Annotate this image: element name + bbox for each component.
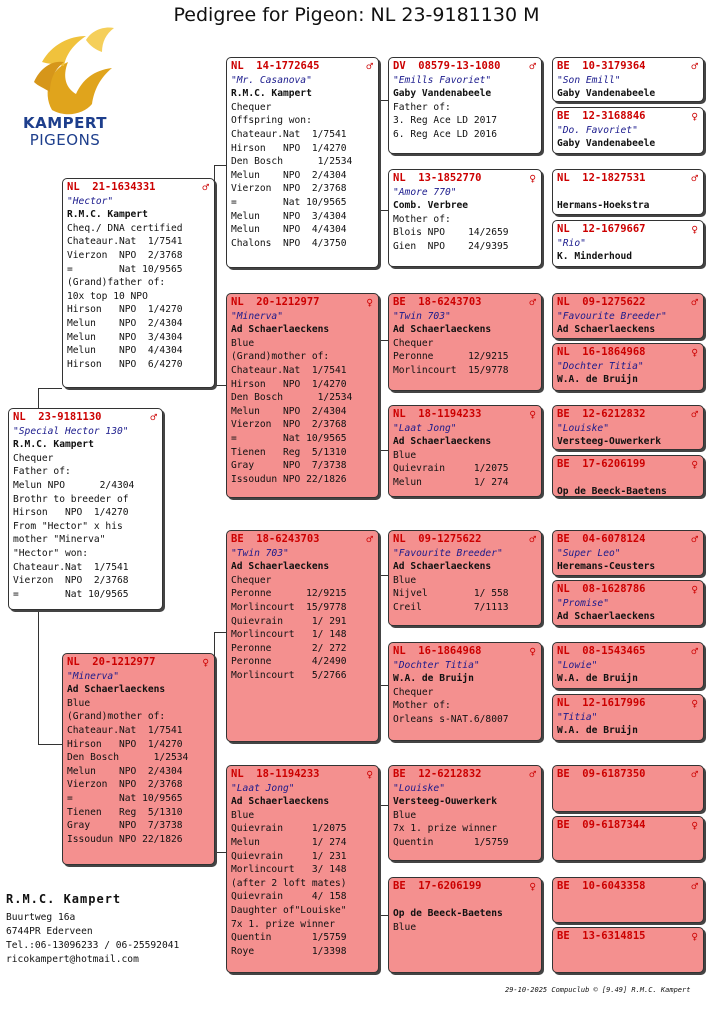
pigeon-name: "Amore 770" — [393, 186, 457, 198]
sss-card[interactable] — [388, 57, 542, 154]
pigeon-name: "Lowie" — [557, 659, 598, 671]
logo-wordmark: KAMPERT — [22, 114, 107, 132]
male-symbol-icon: ♂ — [150, 411, 157, 424]
owner-name: W.A. de Bruijn — [393, 673, 474, 685]
info-line: Melun NPO 2/4304 — [231, 169, 347, 181]
ring-number: BE 18-6243703 — [393, 296, 482, 308]
info-line: Brothr to breeder of — [13, 493, 129, 505]
owner-name: Comb. Verbree — [393, 200, 469, 212]
owner-name: Versteeg-Ouwerkerk — [393, 796, 497, 808]
info-line: mother "Minerva" — [13, 534, 106, 546]
info-line: Vierzon NPO 2/3768 — [231, 419, 347, 431]
owner-name: W.A. de Bruijn — [557, 673, 638, 685]
owner-name: R.M.C. Kampert — [13, 439, 94, 451]
gen4-card[interactable] — [552, 580, 704, 626]
male-symbol-icon: ♂ — [691, 533, 698, 546]
ring-number: NL 12-1679667 — [557, 223, 646, 235]
info-line: Blue — [231, 809, 255, 821]
owner-name: Hermans-Hoekstra — [557, 200, 650, 212]
owner-name: Gaby Vandenabeele — [393, 88, 492, 100]
connector — [38, 744, 62, 745]
owner-name: W.A. de Bruijn — [557, 374, 638, 386]
pigeon-name: "Do. Favoriet" — [557, 124, 638, 136]
ring-number: NL 18-1194233 — [393, 408, 482, 420]
gen4-card[interactable] — [552, 877, 704, 923]
info-line: Chequer — [13, 452, 54, 464]
dam-sire-card[interactable] — [226, 530, 379, 742]
male-symbol-icon: ♂ — [202, 181, 209, 194]
breeder-email[interactable]: ricokampert@hotmail.com — [6, 954, 139, 965]
gen4-card[interactable] — [552, 107, 704, 154]
gen4-card[interactable] — [552, 343, 704, 391]
info-line: Peronne 2/ 272 — [231, 642, 347, 654]
female-symbol-icon: ♀ — [202, 656, 209, 669]
info-line: = Nat 10/9565 — [13, 588, 129, 600]
info-line: Chequer — [231, 101, 272, 113]
sire-dam-card[interactable] — [226, 293, 379, 498]
info-line: Melun 1/ 274 — [393, 476, 509, 488]
gen4-card[interactable] — [552, 220, 704, 267]
male-symbol-icon: ♂ — [366, 60, 373, 73]
gen4-card[interactable] — [552, 293, 704, 339]
spacer — [393, 894, 537, 908]
sds-card[interactable] — [388, 293, 542, 391]
owner-name: R.M.C. Kampert — [231, 88, 312, 100]
ring-number: NL 12-1617996 — [557, 697, 646, 709]
connector — [378, 805, 388, 806]
info-line: Quievrain 1/2075 — [231, 823, 347, 835]
info-line: Vierzon NPO 2/3768 — [13, 575, 129, 587]
owner-name: Heremans-Ceusters — [557, 561, 656, 573]
info-line: Quentin 1/5759 — [393, 836, 509, 848]
male-symbol-icon: ♂ — [529, 768, 536, 781]
pigeon-name: "Twin 703" — [231, 547, 289, 559]
info-line: Creil 7/1113 — [393, 601, 509, 613]
connector — [38, 388, 39, 408]
info-line: Gray NPO 7/3738 — [67, 820, 183, 832]
info-line: Mother of: — [393, 700, 451, 712]
male-symbol-icon: ♂ — [691, 768, 698, 781]
info-line: Chalons NPO 4/3750 — [231, 237, 347, 249]
owner-name: Op de Beeck-Baetens — [393, 908, 503, 920]
male-symbol-icon: ♂ — [529, 296, 536, 309]
pigeon-name: "Mr. Casanova" — [231, 74, 312, 86]
pigeon-name: "Twin 703" — [393, 310, 451, 322]
gen4-card[interactable] — [552, 694, 704, 741]
info-line: Peronne 12/9215 — [393, 351, 509, 363]
pigeon-name: "Dochter Titia" — [393, 659, 480, 671]
ring-number: NL 09-1275622 — [557, 296, 646, 308]
connector — [214, 852, 226, 853]
info-line: Orleans s-NAT.6/8007 — [393, 713, 509, 725]
connector — [214, 632, 226, 633]
pigeon-name: "Special Hector 130" — [13, 425, 129, 437]
info-line: Peronne 12/9215 — [231, 588, 347, 600]
info-line: Quievrain 1/2075 — [393, 463, 509, 475]
connector — [38, 388, 62, 389]
gen4-card[interactable] — [552, 169, 704, 215]
gen4-card[interactable] — [552, 765, 704, 812]
info-line: Morlincourt 1/ 148 — [231, 629, 347, 641]
sire-card[interactable] — [62, 178, 215, 388]
connector — [214, 165, 226, 166]
owner-name: Ad Schaerlaeckens — [557, 611, 656, 623]
info-line: Blue — [393, 449, 417, 461]
pigeon-name: "Louiske" — [557, 422, 609, 434]
pigeon-name: "Titia" — [557, 711, 598, 723]
info-line: Den Bosch 1/2534 — [67, 752, 189, 764]
info-line: Cheq./ DNA certified — [67, 222, 183, 234]
connector — [543, 785, 544, 835]
female-symbol-icon: ♀ — [529, 645, 536, 658]
connector — [378, 210, 388, 211]
spacer — [557, 472, 699, 486]
dam-dam-card[interactable] — [226, 765, 379, 973]
female-symbol-icon: ♀ — [366, 768, 373, 781]
info-line: Melun NPO 2/4304 — [231, 405, 347, 417]
info-line: = Nat 10/9565 — [67, 263, 183, 275]
female-symbol-icon: ♀ — [691, 819, 698, 832]
ddd-card[interactable] — [388, 877, 542, 973]
info-line: Daughter of"Louiske" — [231, 904, 347, 916]
info-line: Quievrain 1/ 231 — [231, 850, 347, 862]
info-line: Melun NPO 4/4304 — [231, 224, 347, 236]
info-line: Tienen Reg 5/1310 — [231, 446, 347, 458]
info-line: Chequer — [393, 337, 434, 349]
info-line: Father of: — [393, 101, 451, 113]
ring-number: BE 12-6212832 — [393, 768, 482, 780]
info-line: Blue — [231, 337, 255, 349]
female-symbol-icon: ♀ — [691, 223, 698, 236]
info-line: Hirson NPO 1/4270 — [231, 142, 347, 154]
male-symbol-icon: ♂ — [691, 60, 698, 73]
info-line: Gien NPO 24/9395 — [393, 240, 509, 252]
male-symbol-icon: ♂ — [529, 60, 536, 73]
info-line: From "Hector" x his — [13, 520, 123, 532]
info-line: Peronne 4/2490 — [231, 656, 347, 668]
pigeon-name: "Minerva" — [67, 670, 119, 682]
info-line: Tienen Reg 5/1310 — [67, 806, 183, 818]
pigeon-name: "Favourite Breeder" — [393, 547, 503, 559]
info-line: (Grand)father of: — [67, 277, 166, 289]
info-line: Quievrain 4/ 158 — [231, 891, 347, 903]
connector — [378, 450, 388, 451]
male-symbol-icon: ♂ — [691, 172, 698, 185]
ring-number: BE 12-6212832 — [557, 408, 646, 420]
logo-subtitle: PIGEONS — [29, 131, 101, 149]
connector — [38, 610, 39, 744]
sire-sire-card[interactable] — [226, 57, 379, 268]
ring-number: NL 14-1772645 — [231, 60, 320, 72]
info-line: Chateaur.Nat 1/7541 — [231, 364, 347, 376]
ring-number: NL 08-1628786 — [557, 583, 646, 595]
info-line: 6. Reg Ace LD 2016 — [393, 128, 497, 140]
breeder-phone: Tel.:06-13096233 / 06-25592041 — [6, 940, 180, 951]
female-symbol-icon: ♀ — [529, 880, 536, 893]
breeder-name: R.M.C. Kampert — [6, 892, 122, 906]
info-line: Vierzon NPO 2/3768 — [67, 779, 183, 791]
dam-card[interactable] — [62, 653, 215, 865]
info-line: "Hector" won: — [13, 547, 89, 559]
info-line: Gray NPO 7/3738 — [231, 460, 347, 472]
ring-number: NL 21-1634331 — [67, 181, 156, 193]
ring-number: BE 09-6187350 — [557, 768, 646, 780]
info-line: Morlincourt 15/9778 — [393, 364, 509, 376]
info-line: Chequer — [393, 686, 434, 698]
ring-number: NL 16-1864968 — [557, 346, 646, 358]
info-line: Melun NPO 2/4304 — [67, 317, 183, 329]
owner-name: Ad Schaerlaeckens — [393, 436, 492, 448]
spacer — [557, 186, 699, 200]
female-symbol-icon: ♀ — [529, 172, 536, 185]
info-line: Morlincourt 5/2766 — [231, 669, 347, 681]
info-line: 3. Reg Ace LD 2017 — [393, 115, 497, 127]
info-line: Quentin 1/5759 — [231, 932, 347, 944]
male-symbol-icon: ♂ — [691, 645, 698, 658]
female-symbol-icon: ♀ — [529, 408, 536, 421]
connector — [543, 190, 544, 240]
owner-name: Gaby Vandenabeele — [557, 138, 656, 150]
info-line: Vierzon NPO 2/3768 — [67, 249, 183, 261]
female-symbol-icon: ♀ — [691, 458, 698, 471]
female-symbol-icon: ♀ — [691, 346, 698, 359]
pigeon-name: "Hector" — [67, 195, 114, 207]
pigeon-name: "Rio" — [557, 237, 586, 249]
info-line: Nijvel 1/ 558 — [393, 588, 509, 600]
connector — [543, 550, 544, 600]
breeder-address: Buurtweg 16a — [6, 912, 76, 923]
info-line: Chequer — [231, 574, 272, 586]
gen4-card[interactable] — [552, 927, 704, 973]
info-line: Blue — [393, 921, 417, 933]
info-line: Blois NPO 14/2659 — [393, 227, 509, 239]
info-line: Morlincourt 15/9778 — [231, 601, 347, 613]
sdd-card[interactable] — [388, 405, 542, 497]
female-symbol-icon: ♀ — [691, 110, 698, 123]
owner-name: Ad Schaerlaeckens — [231, 324, 330, 336]
connector — [543, 665, 544, 715]
info-line: Blue — [393, 574, 417, 586]
info-line: Offspring won: — [231, 115, 312, 127]
ring-number: NL 20-1212977 — [231, 296, 320, 308]
ring-number: BE 04-6078124 — [557, 533, 646, 545]
info-line: Melun 1/ 274 — [231, 836, 347, 848]
gen4-card[interactable] — [552, 57, 704, 102]
print-stamp: 29-10-2025 Compuclub © [9.49] R.M.C. Kampert — [505, 986, 691, 994]
female-symbol-icon: ♀ — [691, 930, 698, 943]
info-line: Morlincourt 3/ 148 — [231, 864, 347, 876]
info-line: Roye 1/3398 — [231, 945, 347, 957]
subject-pigeon-card[interactable] — [8, 408, 163, 610]
ring-number: BE 12-3168846 — [557, 110, 646, 122]
info-line: (Grand)mother of: — [231, 351, 330, 363]
info-line: Melun NPO 3/4304 — [231, 210, 347, 222]
ring-number: NL 20-1212977 — [67, 656, 156, 668]
pigeon-name: "Louiske" — [393, 782, 445, 794]
gen4-card[interactable] — [552, 405, 704, 450]
dds-card[interactable] — [388, 765, 542, 861]
owner-name: Ad Schaerlaeckens — [393, 561, 492, 573]
connector — [214, 385, 226, 386]
info-line: 10x top 10 NPO — [67, 290, 148, 302]
connector — [543, 425, 544, 475]
dss-card[interactable] — [388, 530, 542, 626]
info-line: Chateaur.Nat 1/7541 — [67, 724, 183, 736]
pigeon-name: "Dochter Titia" — [557, 360, 644, 372]
connector — [378, 100, 388, 101]
breeder-city: 6744PR Ederveen — [6, 926, 93, 937]
owner-name: Ad Schaerlaeckens — [231, 561, 330, 573]
gen4-card[interactable] — [552, 816, 704, 861]
connector — [378, 915, 388, 916]
female-symbol-icon: ♀ — [366, 296, 373, 309]
info-line: Hirson NPO 1/4270 — [231, 378, 347, 390]
male-symbol-icon: ♂ — [691, 408, 698, 421]
gen4-card[interactable] — [552, 642, 704, 689]
gen4-card[interactable] — [552, 530, 704, 576]
male-symbol-icon: ♂ — [691, 880, 698, 893]
info-line: (Grand)mother of: — [67, 711, 166, 723]
pigeon-name: "Super Leo" — [557, 547, 621, 559]
owner-name: K. Minderhoud — [557, 251, 633, 263]
ring-number: NL 09-1275622 — [393, 533, 482, 545]
info-line: Chateaur.Nat 1/7541 — [231, 128, 347, 140]
ring-number: DV 08579-13-1080 — [393, 60, 501, 72]
ring-number: BE 17-6206199 — [393, 880, 482, 892]
owner-name: Ad Schaerlaeckens — [231, 796, 330, 808]
info-line: = Nat 10/9565 — [231, 196, 347, 208]
page-title: Pedigree for Pigeon: NL 23-9181130 M — [173, 4, 540, 26]
pigeon-name: "Laat Jong" — [231, 782, 295, 794]
info-line: Blue — [67, 697, 91, 709]
info-line: Hirson NPO 1/4270 — [67, 304, 183, 316]
pigeon-name: "Laat Jong" — [393, 422, 457, 434]
info-line: Den Bosch 1/2534 — [231, 392, 353, 404]
ring-number: NL 16-1864968 — [393, 645, 482, 657]
ring-number: BE 10-3179364 — [557, 60, 646, 72]
info-line: (after 2 loft mates) — [231, 877, 347, 889]
pigeon-name: "Minerva" — [231, 310, 283, 322]
owner-name: Ad Schaerlaeckens — [393, 324, 492, 336]
male-symbol-icon: ♂ — [691, 296, 698, 309]
info-line: = Nat 10/9565 — [231, 432, 347, 444]
info-line: Quievrain 1/ 291 — [231, 615, 347, 627]
owner-name: W.A. de Bruijn — [557, 725, 638, 737]
connector — [543, 80, 544, 130]
pigeon-name: "Promise" — [557, 597, 609, 609]
info-line: Melun NPO 2/4304 — [67, 765, 183, 777]
info-line: Hirson NPO 6/4270 — [67, 358, 183, 370]
connector — [378, 340, 388, 341]
info-line: Vierzon NPO 2/3768 — [231, 183, 347, 195]
ring-number: BE 09-6187344 — [557, 819, 646, 831]
ring-number: BE 17-6206199 — [557, 458, 646, 470]
info-line: 7x 1. prize winner — [393, 823, 497, 835]
ring-number: NL 12-1827531 — [557, 172, 646, 184]
info-line: Hirson NPO 1/4270 — [13, 507, 129, 519]
female-symbol-icon: ♀ — [691, 697, 698, 710]
info-line: 7x 1. prize winner — [231, 918, 335, 930]
ring-number: BE 10-6043358 — [557, 880, 646, 892]
connector — [543, 315, 544, 365]
male-symbol-icon: ♂ — [366, 533, 373, 546]
info-line: Chateaur.Nat 1/7541 — [13, 561, 129, 573]
male-symbol-icon: ♂ — [529, 533, 536, 546]
owner-name: Versteeg-Ouwerkerk — [557, 436, 661, 448]
ring-number: NL 23-9181130 — [13, 411, 102, 423]
info-line: Blue — [393, 809, 417, 821]
info-line: Chateaur.Nat 1/7541 — [67, 236, 183, 248]
info-line: = Nat 10/9565 — [67, 792, 183, 804]
ring-number: NL 08-1543465 — [557, 645, 646, 657]
female-symbol-icon: ♀ — [691, 583, 698, 596]
owner-name: R.M.C. Kampert — [67, 209, 148, 221]
info-line: Issoudun NPO 22/1826 — [67, 833, 183, 845]
ring-number: BE 13-6314815 — [557, 930, 646, 942]
ssd-card[interactable] — [388, 169, 542, 267]
ring-number: NL 13-1852770 — [393, 172, 482, 184]
info-line: Father of: — [13, 466, 71, 478]
pigeon-name: "Emills Favoriet" — [393, 74, 492, 86]
connector — [543, 895, 544, 945]
info-line: Melun NPO 2/4304 — [13, 479, 135, 491]
ring-number: BE 18-6243703 — [231, 533, 320, 545]
ring-number: NL 18-1194233 — [231, 768, 320, 780]
connector — [378, 575, 388, 576]
info-line: Mother of: — [393, 213, 451, 225]
info-line: Hirson NPO 1/4270 — [67, 738, 183, 750]
pigeon-name: "Favourite Breeder" — [557, 310, 667, 322]
gen4-card[interactable] — [552, 455, 704, 497]
info-line: Issoudun NPO 22/1826 — [231, 473, 347, 485]
connector — [378, 685, 388, 686]
owner-name: Ad Schaerlaeckens — [557, 324, 656, 336]
owner-name: Gaby Vandenabeele — [557, 88, 656, 100]
owner-name: Ad Schaerlaeckens — [67, 684, 166, 696]
dsd-card[interactable] — [388, 642, 542, 741]
info-line: Melun NPO 3/4304 — [67, 331, 183, 343]
owner-name: Op de Beeck-Baetens — [557, 486, 667, 497]
info-line: Den Bosch 1/2534 — [231, 156, 353, 168]
pigeon-name: "Son Emill" — [557, 74, 621, 86]
info-line: Melun NPO 4/4304 — [67, 345, 183, 357]
